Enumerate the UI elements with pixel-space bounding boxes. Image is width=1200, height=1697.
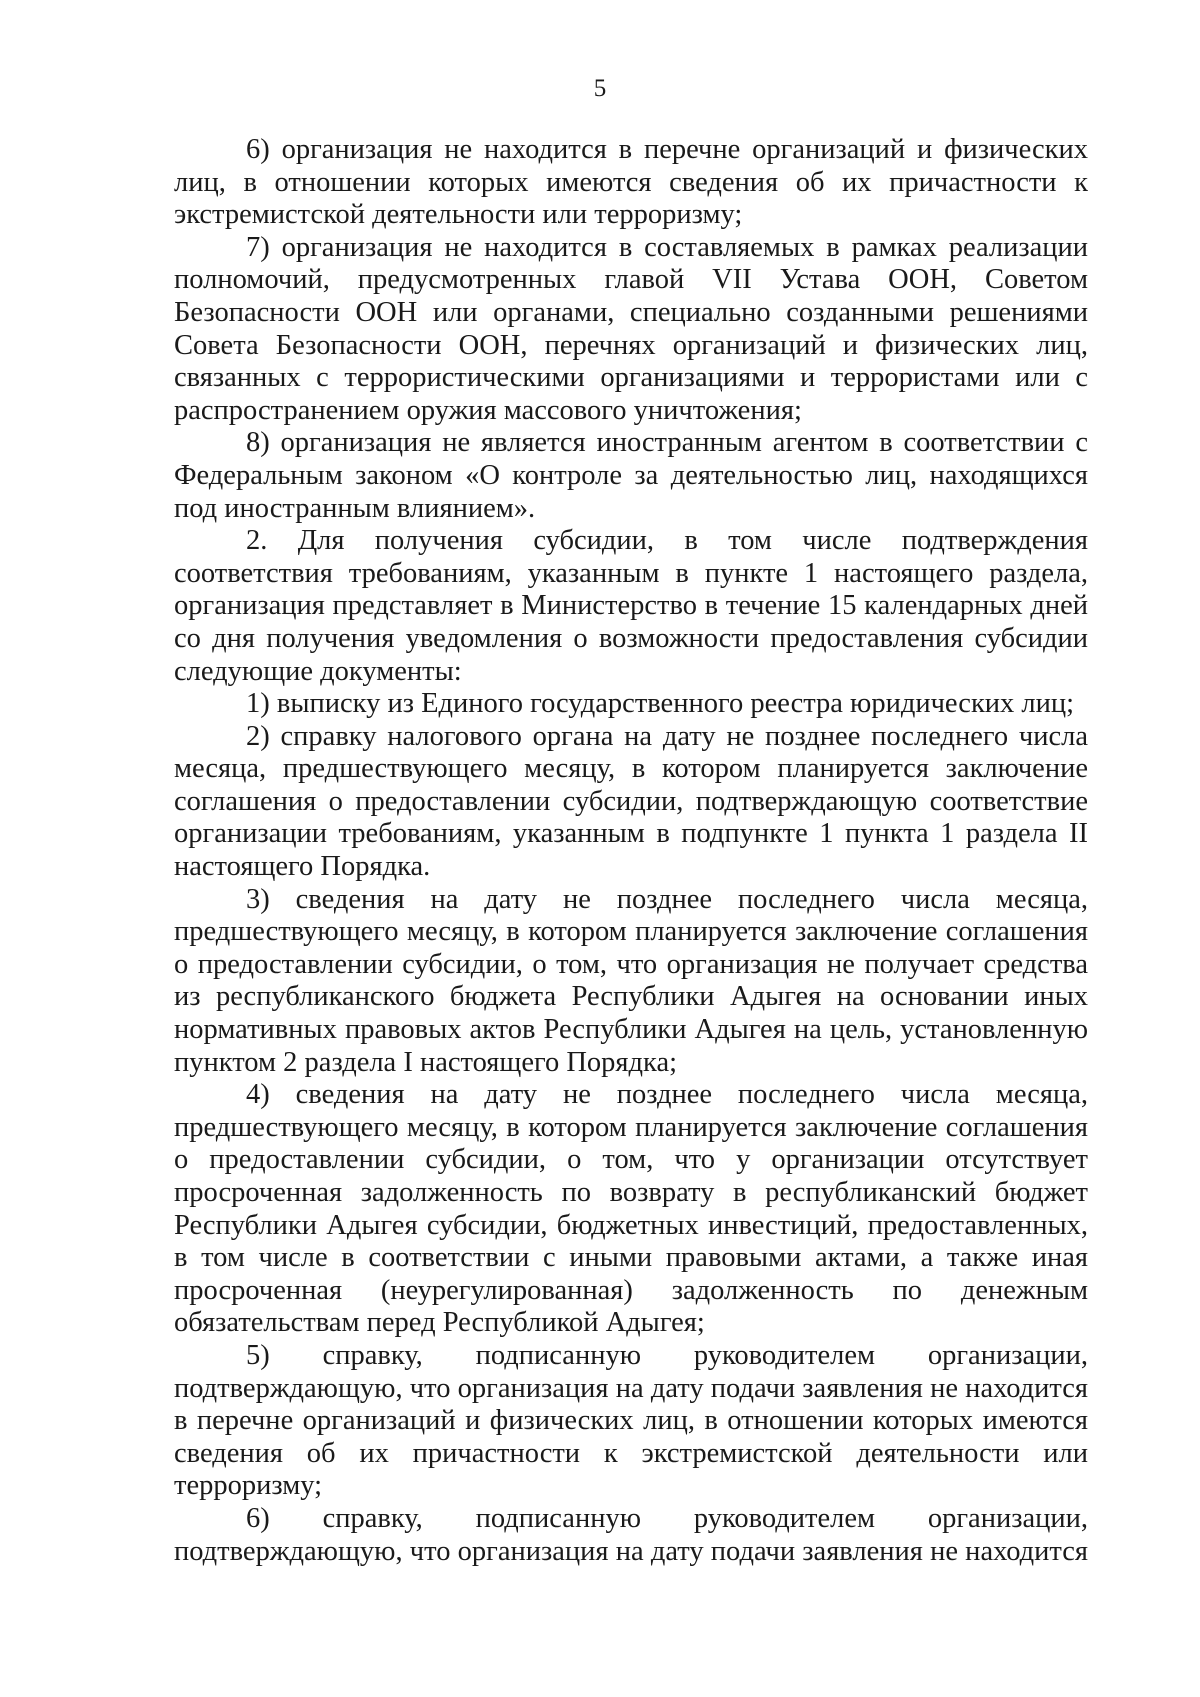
page-number: 5 [593,75,607,102]
paragraph-doc-5-extremism-certificate: 5) справку, подписанную руководителем организации, подтверждающую, что организация на дату подачи заявления не находится в перечне организаций и физических лиц, в отношении которых имеются сведения об их причастности к экстремистской деятельности или терроризму; [174,1339,1088,1502]
paragraph-item-6-not-in-extremist-list: 6) организация не находится в перечне организаций и физических лиц, в отношении которых имеются сведения об их причастности к экстремистской деятельности или терроризму; [174,134,1088,231]
paragraph-item-7-not-in-un-lists: 7) организация не находится в составляемых в рамках реализации полномочий, предусмотренных главой VII Устава ООН, Советом Безопасности ООН или органами, специально созданными решениями Совета Безопасности ООН, перечнях организаций и физических лиц, связанных с террористическими организациями и террористами или с распространением оружия массового уничтожения; [174,231,1088,426]
paragraph-doc-4-no-overdue-debt: 4) сведения на дату не позднее последнего числа месяца, предшествующего месяцу, в котором планируется заключение соглашения о предоставлении субсидии, о том, что у организации отсутствует просроченная задолженность по возврату в республиканский бюджет Республики Адыгея субсидии, бюджетных инвестиций, предоставленных, в том числе в соответствии с иными правовыми актами, а также иная просроченная (неурегулированная) задолженность по денежным обязательствам перед Республикой Адыгея; [174,1079,1088,1339]
paragraph-doc-3-no-other-funding: 3) сведения на дату не позднее последнего числа месяца, предшествующего месяцу, в котором планируется заключение соглашения о предоставлении субсидии, о том, что организация не получает средства из республиканского бюджета Республики Адыгея на основании иных нормативных правовых актов Республики Адыгея на цель, установленную пунктом 2 раздела I настоящего Порядка; [174,883,1088,1078]
paragraph-section-2-documents: 2. Для получения субсидии, в том числе подтверждения соответствия требованиям, указанным в пункте 1 настоящего раздела, организация представляет в Министерство в течение 15 календарных дней со дня получения уведомления о возможности предоставления субсидии следующие документы: [174,525,1088,687]
paragraph-doc-6-certificate: 6) справку, подписанную руководителем организации, подтверждающую, что организация на дату подачи заявления не находится [174,1502,1088,1567]
paragraph-doc-1-egrul-extract: 1) выписку из Единого государственного реестра юридических лиц; [246,688,1075,720]
paragraph-item-8-not-foreign-agent: 8) организация не является иностранным агентом в соответствии с Федеральным законом «О контроле за деятельностью лиц, находящихся под иностранным влиянием». [174,427,1088,524]
document-body [174,134,1088,1568]
paragraph-doc-2-tax-certificate: 2) справку налогового органа на дату не позднее последнего числа месяца, предшествующего месяцу, в котором планируется заключение соглашения о предоставлении субсидии, подтверждающую соответствие организации требованиям, указанным в подпункте 1 пункта 1 раздела II настоящего Порядка. [174,720,1088,883]
